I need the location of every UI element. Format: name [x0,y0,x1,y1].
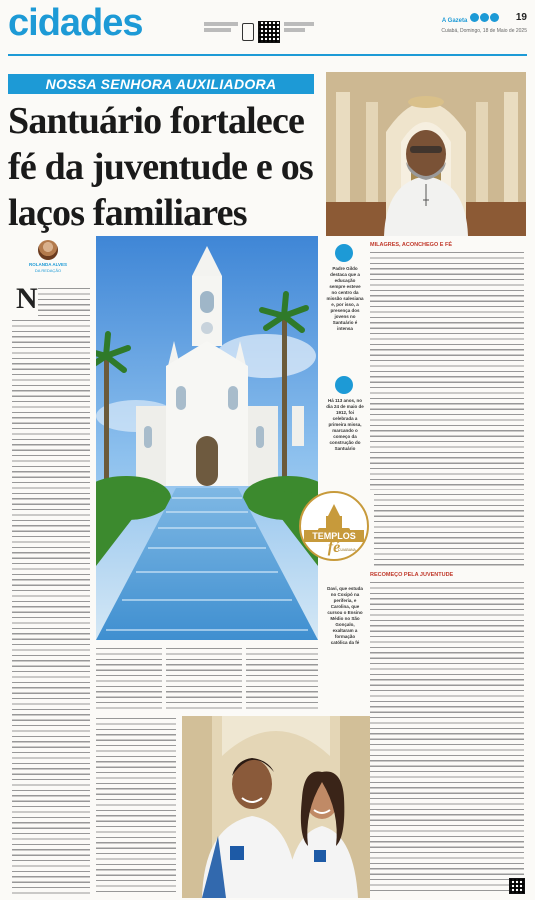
social-icon-1 [470,13,479,22]
youth-illustration [182,716,370,898]
body-text-col2a [96,646,162,712]
footer-qr-icon [509,878,525,894]
templos-fe-badge [298,490,370,562]
dateline: Cuiabá, Domingo, 18 de Maio de 2025 [441,28,527,34]
body-text-col2c [246,646,318,712]
badge-line3: CUIABANA [338,548,356,552]
priest-photo [326,72,526,236]
youth-photo [182,716,370,898]
subhead-recomeco: RECOMEÇO PELA JUVENTUDE [370,572,454,578]
digital-promo [204,20,316,46]
body-text-col1-top [38,286,90,316]
subhead-milagres: MILAGRES, ACONCHEGO E FÉ [370,242,452,248]
masthead [8,2,527,56]
brand-name: A Gazeta [441,18,468,24]
church-photo [96,236,318,640]
brand-logo [442,13,499,24]
page-number: 19 [515,12,527,23]
badge-line1: TEMPLOS [304,530,364,542]
author-name: ROLANDA ALVES [28,262,68,267]
author-role: DA REDAÇÃO [34,268,62,273]
phone-icon [242,23,254,41]
priest-photo-illustration [326,72,526,236]
drop-cap: N [16,282,38,315]
author-avatar [38,240,58,260]
caption-youth: Davi, que estuda no Coxipó na periferia, e Carolina, que cursou o Ensino Médio no São Gonçalo, exaltaram a formação católica da fé [327,586,363,645]
section-title: cidades [8,2,143,44]
church-illustration [96,236,318,640]
promo-text-left [204,22,238,32]
caption-priest: Padre Gildo destaca que a educação sempre esteve no centro da missão salesiana e, por isso, a presença dos jovens no Santuário é intensa [326,266,364,331]
body-text-col2b [166,646,242,712]
caption-icon-priest [335,244,353,262]
badge-line2: fé [327,539,341,556]
body-text-col3-b [374,492,524,568]
social-icon-3 [490,13,499,22]
body-text-col3-c [370,580,524,892]
body-text-col3-a [370,250,524,490]
promo-text-right [284,22,314,32]
body-text-col2d [96,716,176,896]
kicker: NOSSA SENHORA AUXILIADORA [8,74,314,94]
caption-history: Há 113 anos, no dia 24 de maio de 1912, foi celebrada a primeira missa, marcando o começo da construção do Santuário [326,398,364,451]
qr-code-icon [258,21,280,43]
caption-icon-history [335,376,353,394]
body-text-col1 [12,318,90,896]
social-icon-2 [480,13,489,22]
headline: Santuário fortalece fé da juventude e os laços familiares [8,100,313,234]
